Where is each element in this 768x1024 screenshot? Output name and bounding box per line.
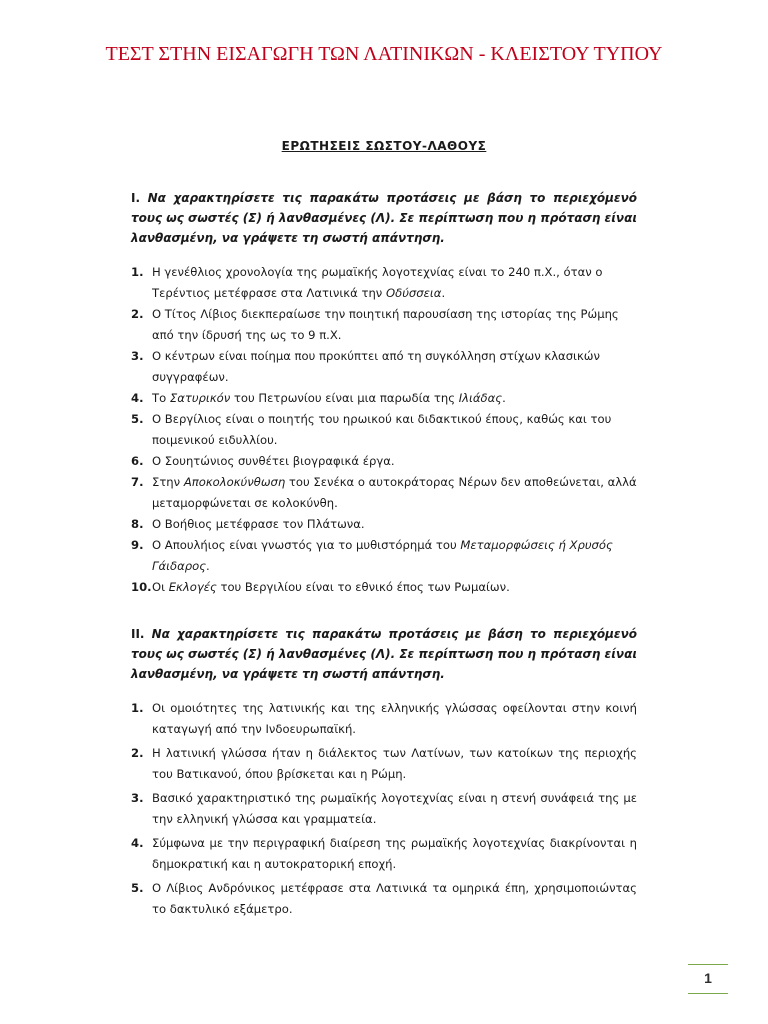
question-number: 1. (131, 265, 144, 279)
text-segment: Η λατινική γλώσσα ήταν η διάλεκτος των Λατίνων, των κατοίκων της περιοχής του Βατικανού, όπου βρίσκεται και η Ρώμη. (152, 746, 637, 781)
text-segment: Ο Τίτος Λίβιος διεκπεραίωσε την ποιητική παρουσίαση της ιστορίας της Ρώμης από την ίδρυσή της ως το 9 π.Χ. (152, 307, 619, 342)
page-title: ΤΕΣΤ ΣΤΗΝ ΕΙΣΑΓΩΓΗ ΤΩΝ ΛΑΤΙΝΙΚΩΝ - ΚΛΕΙΣΤΟΥ ΤΥΠΟΥ (105, 43, 663, 65)
question-text (152, 451, 637, 472)
italic-title: Αποκολοκύνθωση (183, 475, 286, 489)
question-text (152, 514, 637, 535)
italic-title: Μεταμορφώσεις ή Χρυσός Γάιδαρος (152, 538, 613, 573)
text-segment: Το (152, 391, 170, 405)
section-1-question-list (131, 262, 637, 598)
section-2-text: Να χαρακτηρίσετε τις παρακάτω προτάσεις με βάση το περιεχόμενό τους ως σωστές (Σ) ή λανθασμένες (Λ). Σε περίπτωση που η πρόταση είναι λανθασμένη, να γράψετε τη σωστή απάντηση. (131, 627, 637, 681)
question-number: 10. (131, 580, 152, 594)
text-segment: Οι ομοιότητες της λατινικής και της ελληνικής γλώσσας οφείλονται στην κοινή καταγωγή από την Ινδοευρωπαϊκή. (152, 701, 637, 736)
section-2-question-list (131, 698, 637, 923)
question-number: 2. (131, 307, 144, 321)
section-2-question-1 (131, 698, 637, 740)
question-text (152, 535, 637, 577)
section-2-question-3 (131, 788, 637, 830)
text-segment: Ο Βεργίλιος είναι ο ποιητής του ηρωικού και διδακτικού έπους, καθώς και του ποιμενικού ειδυλλίου. (152, 412, 612, 447)
question-number: 5. (131, 412, 144, 426)
question-text (152, 577, 637, 598)
question-text (152, 833, 637, 875)
question-number: 7. (131, 475, 144, 489)
text-segment: Βασικό χαρακτηριστικό της ρωμαϊκής λογοτεχνίας είναι η στενή συνάφειά της με την ελληνική γλώσσα και γραμματεία. (152, 791, 637, 826)
section-1-question-3 (131, 346, 637, 388)
section-2-number: II. (131, 627, 145, 641)
question-number: 3. (131, 791, 144, 805)
italic-title: Ιλιάδας (458, 391, 503, 405)
section-1-question-10 (131, 577, 637, 598)
section-1-question-6 (131, 451, 637, 472)
question-number: 4. (131, 391, 144, 405)
italic-title: Εκλογές (168, 580, 217, 594)
section-2-question-5 (131, 878, 637, 920)
italic-title: Σατυρικόν (169, 391, 231, 405)
text-segment: του Βεργιλίου είναι το εθνικό έπος των Ρωμαίων. (216, 580, 510, 594)
question-number: 6. (131, 454, 144, 468)
text-segment: Ο Απουλήιος είναι γνωστός για το μυθιστόρημά του (152, 538, 461, 552)
section-1-question-1 (131, 262, 637, 304)
section-1-instruction (131, 188, 637, 248)
section-2-question-2 (131, 743, 637, 785)
question-number: 4. (131, 836, 144, 850)
question-text (152, 388, 637, 409)
text-segment: του Πετρωνίου είναι μια παρωδία της (230, 391, 459, 405)
question-number: 1. (131, 701, 144, 715)
question-text (152, 743, 637, 785)
text-segment: Οι (152, 580, 169, 594)
section-1-question-2 (131, 304, 637, 346)
question-text (152, 409, 637, 451)
question-text (152, 698, 637, 740)
section-1-question-5 (131, 409, 637, 451)
section-1-number: I. (131, 191, 141, 205)
question-text (152, 472, 637, 514)
text-segment: Ο κέντρων είναι ποίημα που προκύπτει από τη συγκόλληση στίχων κλασικών συγγραφέων. (152, 349, 600, 384)
question-number: 9. (131, 538, 144, 552)
text-segment: Σύμφωνα με την περιγραφική διαίρεση της ρωμαϊκής λογοτεχνίας διακρίνονται η δημοκρατική και η αυτοκρατορική εποχή. (152, 836, 637, 871)
text-segment: Ο Σουητώνιος συνθέτει βιογραφικά έργα. (152, 454, 395, 468)
text-segment: Ο Βοήθιος μετέφρασε τον Πλάτωνα. (152, 517, 365, 531)
question-text (152, 346, 637, 388)
section-1-text: Να χαρακτηρίσετε τις παρακάτω προτάσεις με βάση το περιεχόμενό τους ως σωστές (Σ) ή λανθασμένες (Λ). Σε περίπτωση που η πρόταση είναι λανθασμένη, να γράψετε τη σωστή απάντηση. (131, 191, 637, 245)
question-number: 3. (131, 349, 144, 363)
section-heading: ΕΡΩΤΗΣΕΙΣ ΣΩΣΤΟΥ-ΛΑΘΟΥΣ (281, 139, 487, 153)
page-number: 1 (704, 970, 712, 986)
italic-title: Οδύσσεια (385, 286, 442, 300)
question-text (152, 262, 637, 304)
question-text (152, 788, 637, 830)
section-1-question-4 (131, 388, 637, 409)
text-segment: . (502, 391, 506, 405)
question-text (152, 878, 637, 920)
question-number: 5. (131, 881, 144, 895)
text-segment: Η γενέθλιος χρονολογία της ρωμαϊκής λογοτεχνίας είναι το 240 π.Χ., όταν ο Τερέντιος μετέφρασε στα Λατινικά την (152, 265, 603, 300)
text-segment: Ο Λίβιος Ανδρόνικος μετέφρασε στα Λατινικά τα ομηρικά έπη, χρησιμοποιώντας το δακτυλικό εξάμετρο. (152, 881, 637, 916)
section-2-question-4 (131, 833, 637, 875)
section-1-question-8 (131, 514, 637, 535)
question-number: 2. (131, 746, 144, 760)
question-text (152, 304, 637, 346)
text-segment: του Σενέκα ο αυτοκράτορας Νέρων δεν αποθεώνεται, αλλά μεταμορφώνεται σε κολοκύνθη. (152, 475, 637, 510)
question-number: 8. (131, 517, 144, 531)
section-1-question-9 (131, 535, 637, 577)
section-1-question-7 (131, 472, 637, 514)
text-segment: . (206, 559, 210, 573)
text-segment: Στην (152, 475, 184, 489)
section-2-instruction (131, 624, 637, 684)
text-segment: . (441, 286, 446, 300)
